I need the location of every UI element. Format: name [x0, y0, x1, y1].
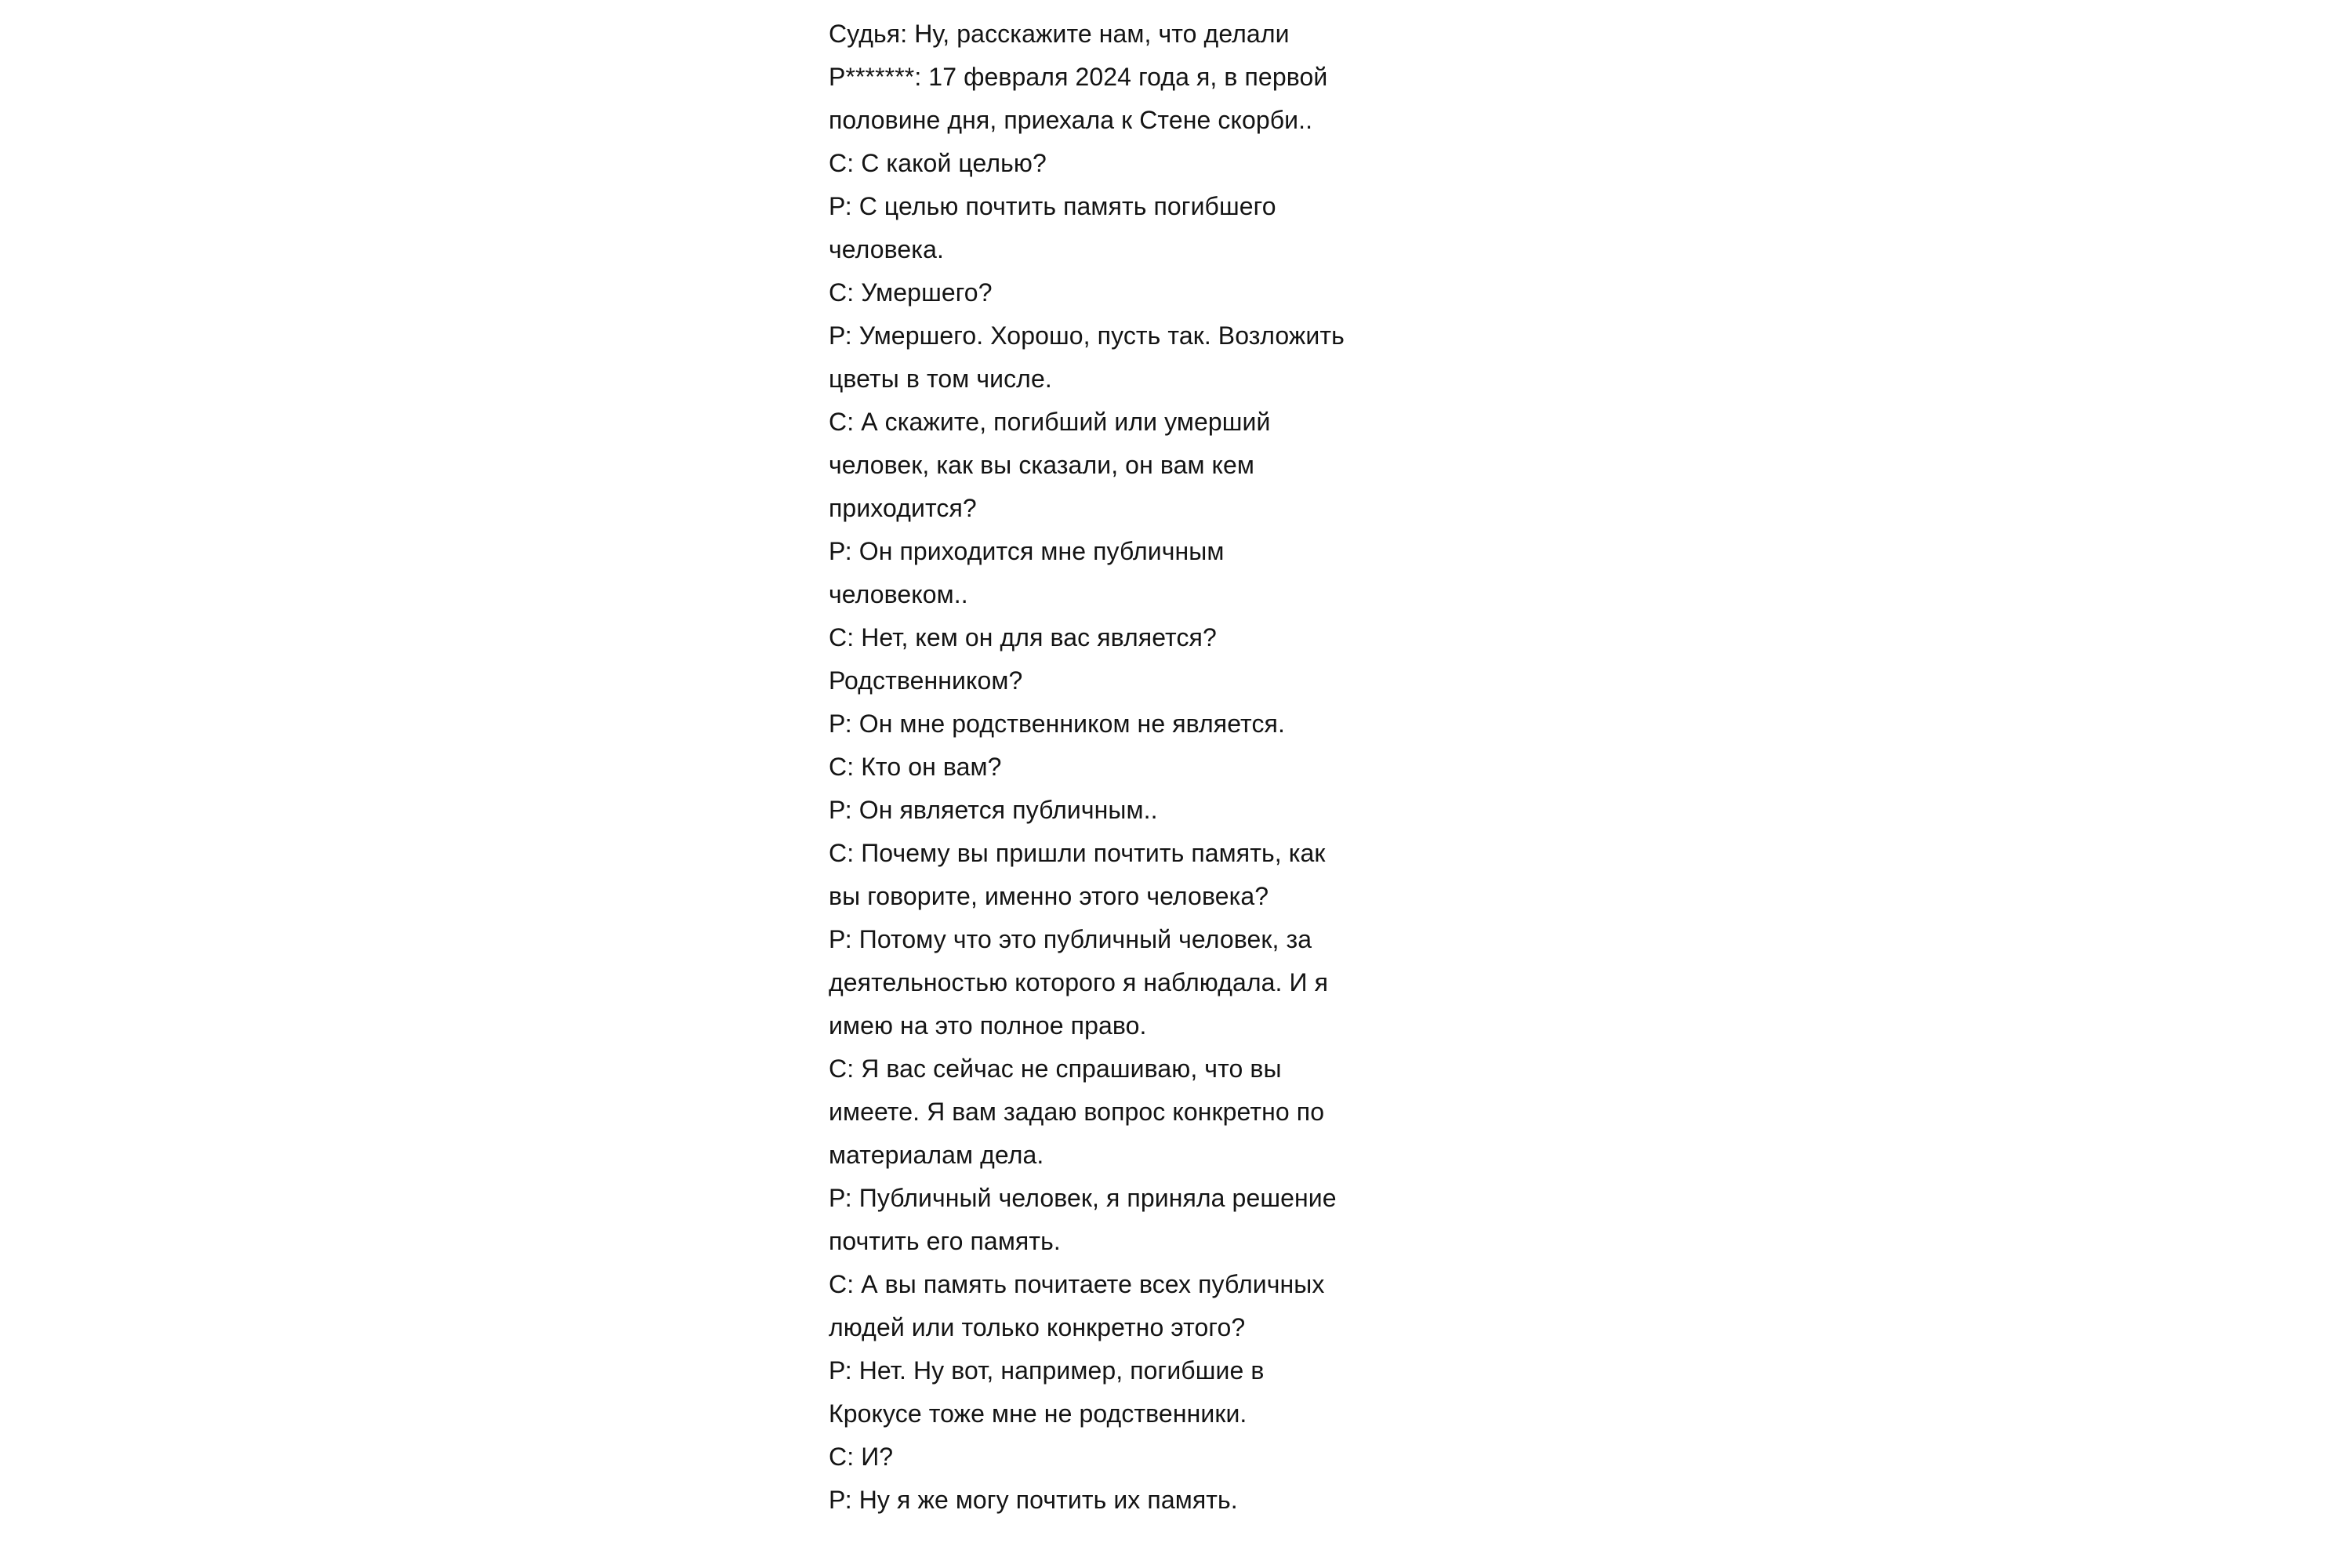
transcript-line: С: Нет, кем он для вас является?: [829, 623, 1217, 652]
transcript-line: Р: Он мне родственником не является.: [829, 710, 1285, 738]
transcript-line: имею на это полное право.: [829, 1011, 1147, 1040]
transcript-line: имеете. Я вам задаю вопрос конкретно по: [829, 1098, 1325, 1126]
transcript-line: Р: Нет. Ну вот, например, погибшие в: [829, 1356, 1265, 1385]
transcript-line: материалам дела.: [829, 1141, 1044, 1169]
transcript-line: Родственником?: [829, 666, 1023, 695]
transcript-text-block: [829, 13, 1526, 1522]
transcript-line: Р*******: 17 февраля 2024 года я, в первой: [829, 63, 1328, 91]
transcript-line: человеком..: [829, 580, 968, 608]
transcript-line: С: А скажите, погибший или умерший: [829, 408, 1271, 436]
transcript-line: человека.: [829, 235, 944, 263]
transcript-line: С: Почему вы пришли почтить память, как: [829, 839, 1326, 867]
transcript-line: С: А вы память почитаете всех публичных: [829, 1270, 1325, 1298]
transcript-line: Р: Потому что это публичный человек, за: [829, 925, 1312, 953]
transcript-line: Р: Ну я же могу почтить их память.: [829, 1486, 1238, 1514]
transcript-line: приходится?: [829, 494, 977, 522]
transcript-line: С: Я вас сейчас не спрашиваю, что вы: [829, 1054, 1282, 1083]
transcript-line: Судья: Ну, расскажите нам, что делали: [829, 20, 1290, 48]
transcript-line: почтить его память.: [829, 1227, 1061, 1255]
transcript-line: человек, как вы сказали, он вам кем: [829, 451, 1255, 479]
transcript-line: С: Кто он вам?: [829, 753, 1002, 781]
transcript-line: людей или только конкретно этого?: [829, 1313, 1246, 1341]
transcript-line: цветы в том числе.: [829, 365, 1052, 393]
transcript-line: Р: С целью почтить память погибшего: [829, 192, 1276, 220]
transcript-line: Р: Умершего. Хорошо, пусть так. Возложить: [829, 321, 1345, 350]
transcript-line: Р: Он является публичным..: [829, 796, 1158, 824]
transcript-line: Р: Публичный человек, я приняла решение: [829, 1184, 1337, 1212]
transcript-line: С: С какой целью?: [829, 149, 1047, 177]
transcript-line: половине дня, приехала к Стене скорби..: [829, 106, 1313, 134]
transcript-line: Р: Он приходится мне публичным: [829, 537, 1225, 565]
transcript-line: С: И?: [829, 1443, 894, 1471]
transcript-line: Крокусе тоже мне не родственники.: [829, 1399, 1247, 1428]
transcript-line: деятельностью которого я наблюдала. И я: [829, 968, 1329, 996]
transcript-line: вы говорите, именно этого человека?: [829, 882, 1269, 910]
transcript-line: С: Умершего?: [829, 278, 993, 307]
